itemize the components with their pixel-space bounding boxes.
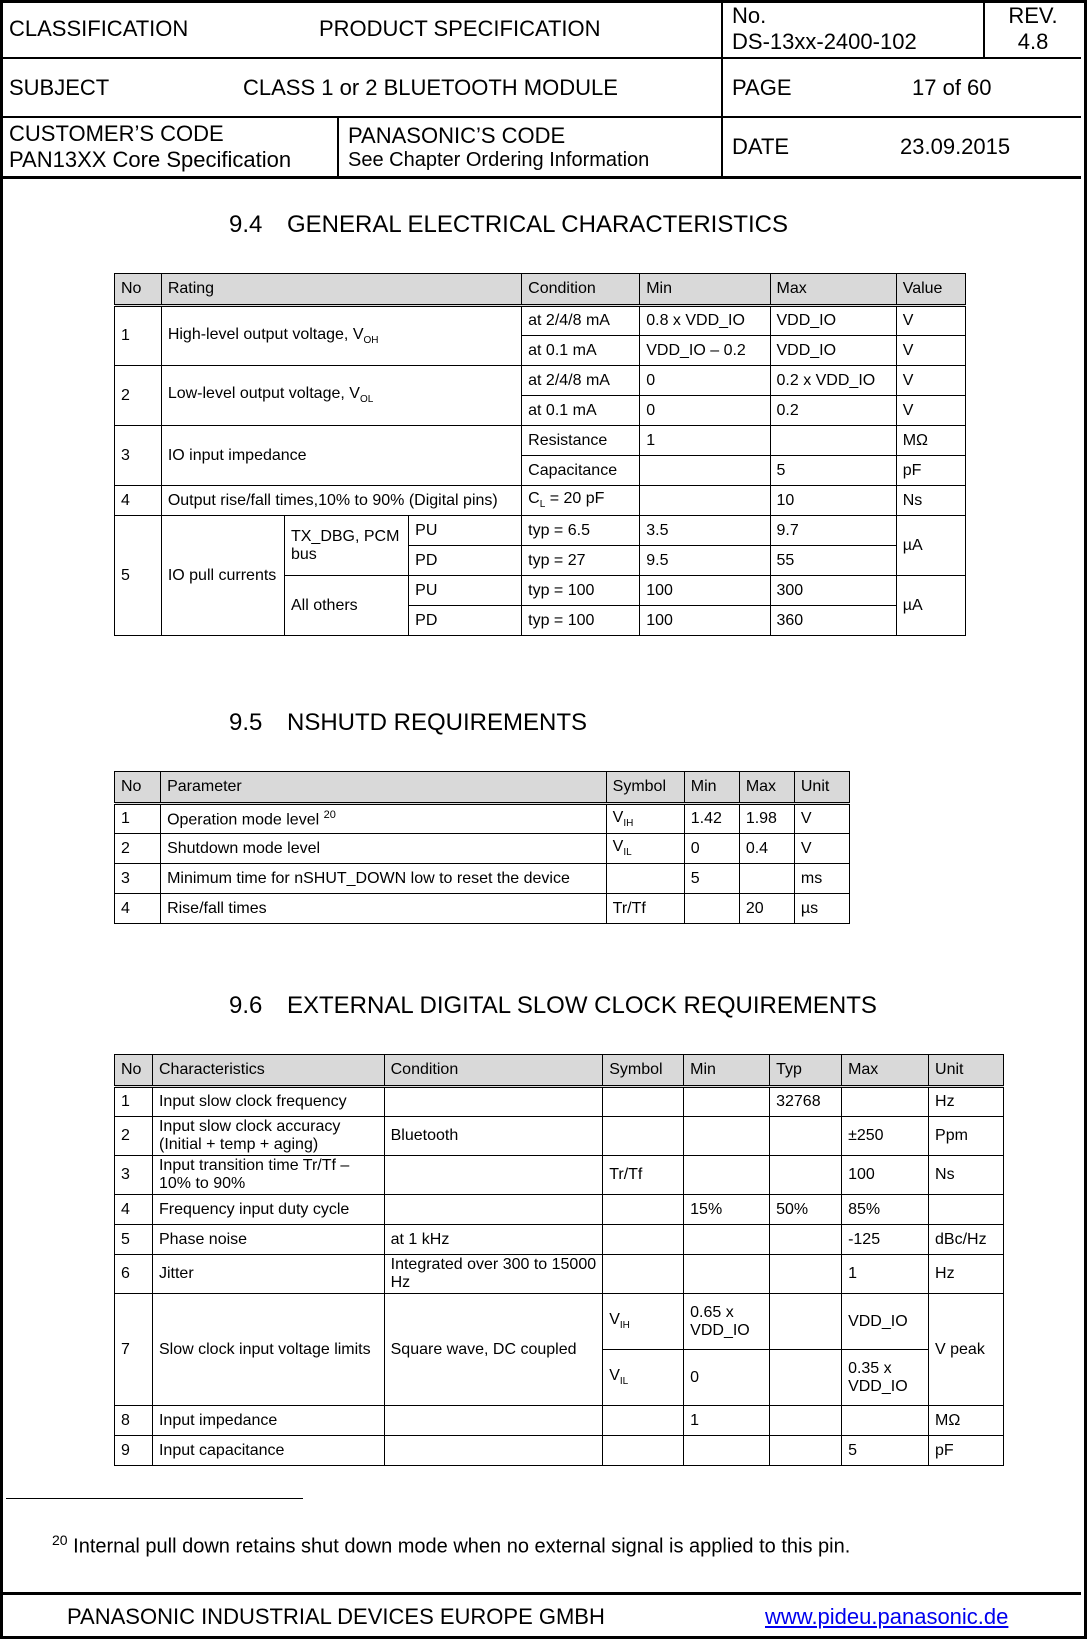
section-number: 9.6 xyxy=(229,992,263,1019)
table-row: $V_{IL}$ 0 0.35 x VDD_IO xyxy=(115,1350,1004,1406)
doc-no-label: No. xyxy=(732,2,767,28)
website-link[interactable]: www.pideu.panasonic.de xyxy=(765,1604,1009,1629)
col-header: Min xyxy=(640,274,770,306)
table-row: 9 Input capacitance 5 pF xyxy=(115,1436,1004,1466)
table-row: 3 Input transition time Tr/Tf – 10% to 90% Tr/Tf 100 Ns xyxy=(115,1156,1004,1195)
classification-label: CLASSIFICATION xyxy=(9,15,189,41)
product-spec: PRODUCT SPECIFICATION xyxy=(319,15,601,41)
col-header: Symbol xyxy=(606,772,684,804)
rev-label: REV. xyxy=(1008,2,1058,28)
table-row: 2 Input slow clock accuracy (Initial + temp + aging) Bluetooth ±250 Ppm xyxy=(115,1117,1004,1156)
col-header: Unit xyxy=(929,1055,1004,1087)
document-header xyxy=(0,0,1081,179)
table-row: at 0.1 mA VDD_IO – 0.2 VDD_IO V xyxy=(115,336,966,366)
table-row: 1 Input slow clock frequency 32768 Hz xyxy=(115,1087,1004,1117)
footnote-number: 20 xyxy=(52,1532,68,1548)
date-value: 23.09.2015 xyxy=(900,134,1011,159)
col-header: Condition xyxy=(384,1055,603,1087)
table-row: 3 IO input impedance Resistance 1 MΩ xyxy=(115,426,966,456)
col-header: Parameter xyxy=(161,772,607,804)
table-row: 1 High-level output voltage, $V_{OH}$ at 2/4/8 mA 0.8 x VDD_IO VDD_IO V xyxy=(115,306,966,336)
subject-label: SUBJECT xyxy=(9,74,110,100)
subject-value: CLASS 1 or 2 BLUETOOTH MODULE xyxy=(243,74,618,100)
section-title: NSHUTD REQUIREMENTS xyxy=(287,709,588,736)
panasonic-code-label: PANASONIC’S CODE xyxy=(348,122,566,148)
customer-code-label: CUSTOMER’S CODE xyxy=(9,121,224,146)
table-row: 6 Jitter Integrated over 300 to 15000 Hz 1 Hz xyxy=(115,1255,1004,1294)
col-header: Condition xyxy=(522,274,640,306)
col-header: Max xyxy=(739,772,794,804)
footnote-separator xyxy=(6,1498,303,1499)
col-header: Min xyxy=(684,1055,770,1087)
page-label: PAGE xyxy=(732,74,792,100)
customer-code: PAN13XX Core Specification xyxy=(9,147,292,172)
table-row: 2 Low-level output voltage, $V_{OL}$ at 2/4/8 mA 0 0.2 x VDD_IO V xyxy=(115,366,966,396)
table-row: 4 Rise/fall times Tr/Tf 20 µs xyxy=(115,894,850,924)
section-number: 9.5 xyxy=(229,709,263,736)
table-row: 4 Output rise/fall times,10% to 90% (Digital pins) $C_L = 20$ pF 10 Ns xyxy=(115,486,966,516)
table-row: PD typ = 100 100 360 xyxy=(115,606,966,636)
company-name: PANASONIC INDUSTRIAL DEVICES EUROPE GMBH xyxy=(67,1604,605,1629)
doc-no: DS-13xx-2400-102 xyxy=(732,28,917,54)
date-label: DATE xyxy=(732,134,790,159)
section-title: GENERAL ELECTRICAL CHARACTERISTICS xyxy=(287,211,788,238)
slow-clock-table xyxy=(114,1054,1004,1466)
col-header: No xyxy=(115,274,162,306)
col-header: No xyxy=(115,1055,153,1087)
col-header: Value xyxy=(896,274,965,306)
panasonic-code: See Chapter Ordering Information xyxy=(348,148,650,171)
table-row: 3 Minimum time for nSHUT_DOWN low to reset the device 5 ms xyxy=(115,864,850,894)
col-header: Max xyxy=(842,1055,929,1087)
table-row: All others PU typ = 100 100 300 µA xyxy=(115,576,966,606)
table-row: 5 Phase noise at 1 kHz -125 dBc/Hz xyxy=(115,1225,1004,1255)
electrical-characteristics-table xyxy=(114,273,966,636)
col-header: Typ xyxy=(770,1055,842,1087)
table-row: 4 Frequency input duty cycle 15% 50% 85% xyxy=(115,1195,1004,1225)
table-row: Capacitance 5 pF xyxy=(115,456,966,486)
footnote-text: Internal pull down retains shut down mode when no external signal is applied to this pin. xyxy=(67,1535,851,1558)
page-value: 17 of 60 xyxy=(912,74,992,100)
table-row: 7 Slow clock input voltage limits Square wave, DC coupled $V_{IH}$ 0.65 x VDD_IO VDD_IO V peak xyxy=(115,1294,1004,1350)
rev-value: 4.8 xyxy=(1017,28,1049,54)
table-row: PD typ = 27 9.5 55 xyxy=(115,546,966,576)
table-row: 5 IO pull currents TX_DBG, PCM bus PU typ = 6.5 3.5 9.7 µA xyxy=(115,516,966,546)
col-header: Symbol xyxy=(603,1055,684,1087)
col-header: Max xyxy=(770,274,896,306)
section-9-4-heading xyxy=(229,211,788,239)
table-row: 2 Shutdown mode level $V_{IL}$ 0 0.4 V xyxy=(115,834,850,864)
table-row: at 0.1 mA 0 0.2 V xyxy=(115,396,966,426)
col-header: Characteristics xyxy=(152,1055,384,1087)
footnote xyxy=(52,1532,850,1559)
section-number: 9.4 xyxy=(229,211,263,238)
section-9-6-heading xyxy=(229,992,877,1020)
section-title: EXTERNAL DIGITAL SLOW CLOCK REQUIREMENTS xyxy=(287,992,877,1019)
col-header: Rating xyxy=(161,274,521,306)
page-footer xyxy=(0,1592,1081,1636)
section-9-5-heading xyxy=(229,709,587,737)
table-row: 8 Input impedance 1 MΩ xyxy=(115,1406,1004,1436)
table-row: 1 Operation mode level $^{20}$ $V_{IH}$ 1.42 1.98 V xyxy=(115,804,850,834)
col-header: Unit xyxy=(794,772,849,804)
nshutd-table xyxy=(114,771,850,924)
col-header: No xyxy=(115,772,161,804)
col-header: Min xyxy=(684,772,739,804)
